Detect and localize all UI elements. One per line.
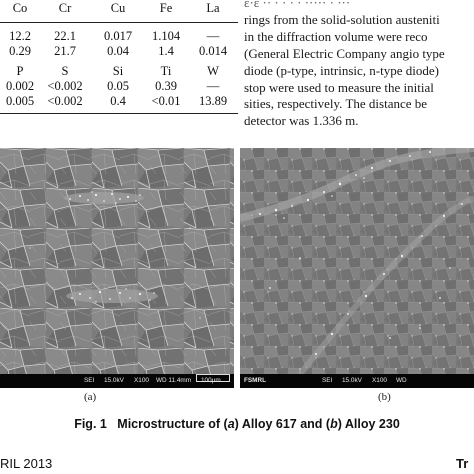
- table-cell: <0.002: [47, 79, 83, 93]
- table-cell: 13.89: [198, 94, 228, 108]
- table-header-cell: Cr: [58, 1, 72, 15]
- sem-magnification-label: X100: [134, 377, 149, 384]
- table-cell: 1.104: [151, 29, 181, 43]
- text-line: sities, respectively. The distance be: [244, 96, 428, 112]
- panel-label-a: (a): [84, 391, 97, 403]
- table-header-cell: Co: [12, 1, 28, 15]
- table-cell: 1.4: [158, 44, 174, 58]
- table-cell: 21.7: [54, 44, 76, 58]
- table-header-cell: W: [207, 64, 219, 78]
- table-cell: 12.2: [9, 29, 31, 43]
- table-cell: 0.05: [107, 79, 129, 93]
- table-row: [0, 43, 238, 59]
- table-rule: [0, 22, 238, 23]
- table-header-row: [0, 63, 238, 79]
- caption-text: ) Alloy 617 and (: [234, 417, 331, 431]
- caption-text: ) Alloy 230: [337, 417, 400, 431]
- page-footer-journal: Tr: [456, 456, 469, 471]
- text-line: ε·ε ·· · · · · ····· · ···: [244, 0, 351, 10]
- caption-text: Microstructure of (: [117, 417, 228, 431]
- lab-logo-label: FSMRL: [244, 377, 267, 384]
- table-row: [0, 93, 238, 109]
- sem-working-distance-label: WD: [396, 377, 407, 384]
- body-text-column: [244, 0, 474, 130]
- sem-voltage-label: 15.0kV: [104, 377, 124, 384]
- table-cell: <0.01: [151, 94, 181, 108]
- table-rule-bottom: [0, 113, 238, 114]
- table-cell: 0.29: [9, 44, 31, 58]
- micrograph-alloy-230: [240, 148, 474, 388]
- text-line: diode (p-type, intrinsic, n-type diode): [244, 62, 439, 78]
- table-cell: 0.017: [103, 29, 133, 43]
- table-cell: 0.005: [5, 94, 35, 108]
- table-cell: 0.014: [198, 44, 228, 58]
- sem-detector-label: SEI: [84, 377, 95, 384]
- text-line: (General Electric Company angio type: [244, 45, 445, 61]
- sem-info-bar-a: [0, 374, 234, 388]
- table-cell: 0.04: [107, 44, 129, 58]
- caption-letter-b: b: [330, 417, 338, 431]
- table-header-row: [0, 0, 238, 16]
- table-cell: 0.39: [155, 79, 177, 93]
- figure-number: Fig. 1: [74, 417, 107, 431]
- text-line: detector was 1.336 m.: [244, 113, 359, 129]
- table-header-cell: S: [61, 64, 69, 78]
- table-row: [0, 28, 238, 44]
- table-header-cell: La: [206, 1, 220, 15]
- micrograph-alloy-617: [0, 148, 234, 388]
- figure-caption: [0, 417, 474, 431]
- table-cell: 0.4: [110, 94, 126, 108]
- page-footer-date: RIL 2013: [0, 456, 53, 471]
- text-line: rings from the solid-solution austeniti: [244, 11, 440, 27]
- table-cell: 22.1: [54, 29, 76, 43]
- table-cell: 0.002: [5, 79, 35, 93]
- sem-working-distance-label: WD 11.4mm: [156, 377, 192, 384]
- text-line: stop were used to measure the initial: [244, 79, 434, 95]
- table-header-cell: P: [16, 64, 24, 78]
- text-line: in the diffraction volume were reco: [244, 28, 428, 44]
- grain-structure-image-a: [0, 148, 234, 374]
- sem-info-bar-b: [240, 374, 474, 388]
- table-cell: —: [206, 79, 220, 93]
- table-cell: <0.002: [47, 94, 83, 108]
- scale-bar-label: 100μm: [201, 377, 221, 384]
- table-row: [0, 78, 238, 94]
- sem-voltage-label: 15.0kV: [342, 377, 362, 384]
- caption-letter-a: a: [227, 417, 235, 431]
- sem-detector-label: SEI: [322, 377, 333, 384]
- sem-magnification-label: X100: [372, 377, 387, 384]
- panel-label-b: (b): [378, 391, 391, 403]
- table-header-cell: Si: [112, 64, 124, 78]
- grain-structure-image-b: [240, 148, 474, 374]
- table-header-cell: Fe: [159, 1, 173, 15]
- table-cell: —: [206, 29, 220, 43]
- table-header-cell: Ti: [160, 64, 172, 78]
- table-header-cell: Cu: [110, 1, 126, 15]
